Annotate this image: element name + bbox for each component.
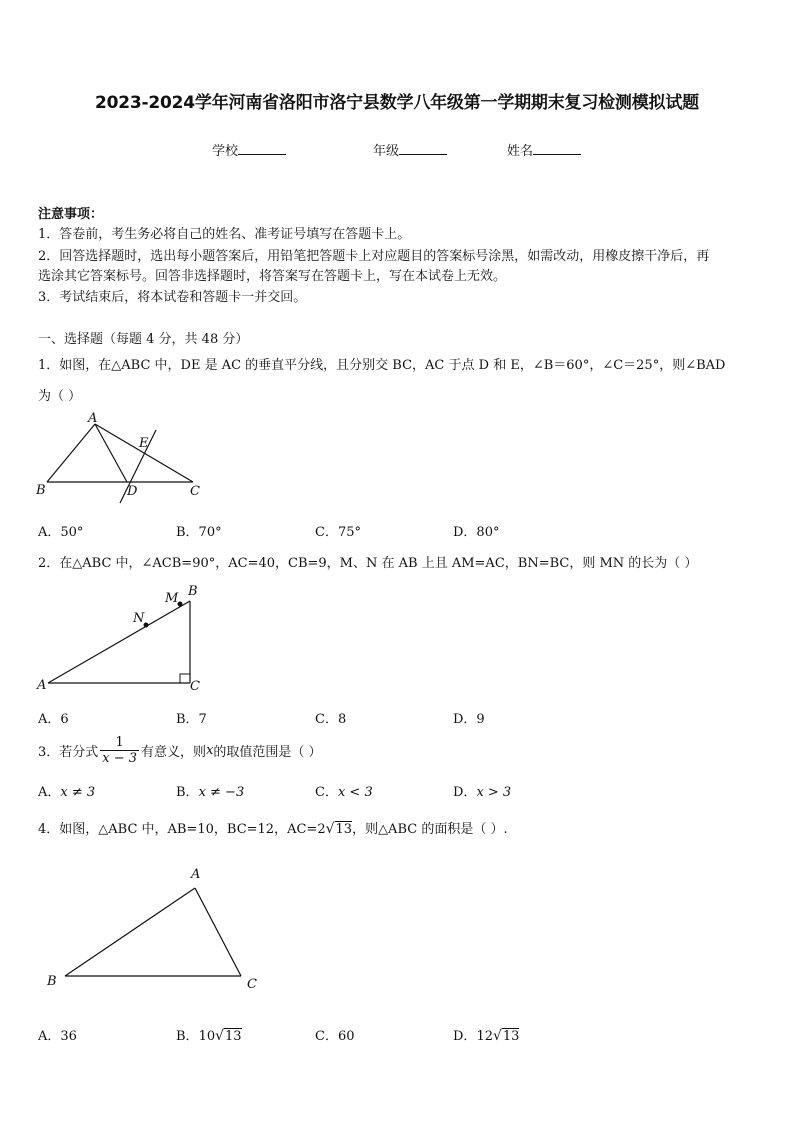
q4-label-a: A	[191, 867, 201, 882]
q3-option-c-label: C．	[315, 785, 338, 800]
q4-option-d-label: D．	[453, 1029, 477, 1044]
q3-suffix: 的取值范围是（ ）	[213, 745, 322, 760]
school-label: 学校	[212, 144, 239, 159]
q3-mid: 有意义，则	[141, 745, 207, 760]
q4-figure	[40, 862, 270, 992]
q2-label-n: N	[133, 611, 145, 626]
q3-option-b-label: B．	[176, 785, 199, 800]
q3-option-c[interactable]	[315, 781, 373, 800]
q1-stem-line-1: 1．如图，在△ABC 中，DE 是 AC 的垂直平分线，且分别交 BC，AC 于点 D 和 E，∠B＝60°，∠C＝25°，则∠BAD	[38, 358, 726, 373]
name-blank[interactable]	[533, 142, 581, 155]
q4-radicand: 13	[335, 822, 353, 837]
q2-right-angle-mark	[180, 674, 190, 683]
q2-side-ab	[48, 601, 190, 683]
q3-fraction	[100, 735, 139, 766]
name-label: 姓名	[507, 144, 534, 159]
q4-option-b[interactable]: B．10√13	[176, 1028, 242, 1044]
q1-label-b: B	[36, 483, 46, 498]
q3-option-a[interactable]	[38, 781, 95, 800]
q3-option-a-expr: x ≠ 3	[60, 785, 96, 800]
school-field[interactable]	[212, 140, 286, 159]
grade-field[interactable]	[373, 140, 447, 159]
q4-option-b-radicand: 13	[225, 1029, 242, 1044]
name-field[interactable]	[507, 140, 581, 159]
q1-stem-line-2: 为（ ）	[38, 389, 82, 404]
q4-option-c-value: 60	[337, 1029, 355, 1044]
note-2-line-1: 2．回答选择题时，选出每小题答案后，用铅笔把答题卡上对应题目的答案标号涂黑，如需改动，用橡皮擦干净后，再	[38, 249, 710, 264]
q2-label-a: A	[37, 678, 47, 693]
q4-option-b-coef: 10	[198, 1029, 216, 1044]
q4-side-ac	[195, 888, 241, 976]
q3-option-d-label: D．	[453, 785, 477, 800]
q4-label-c: C	[247, 977, 257, 992]
q3-option-d[interactable]	[453, 781, 511, 800]
section-heading: 一、选择题（每题 4 分，共 48 分）	[38, 332, 249, 347]
q1-side-ab	[47, 424, 95, 482]
q1-label-c: C	[190, 484, 200, 499]
q1-label-d: D	[127, 484, 138, 499]
q3-option-b-expr: x ≠ −3	[198, 785, 245, 800]
q2-option-d[interactable]: D．9	[453, 712, 485, 727]
q1-segment-ad	[95, 424, 127, 482]
school-blank[interactable]	[238, 142, 286, 155]
q3-option-a-label: A．	[38, 785, 61, 800]
q4-option-d-coef: 12	[476, 1029, 493, 1044]
q3-option-c-expr: x < 3	[337, 785, 373, 800]
q4-suffix: ，则△ABC 的面积是（ ）.	[352, 822, 508, 837]
q2-option-b[interactable]: B．7	[176, 712, 207, 727]
q3-option-d-expr: x > 3	[476, 785, 512, 800]
q1-figure	[30, 408, 220, 508]
q3-prefix: 3．若分式	[38, 745, 99, 760]
q3-option-b[interactable]	[176, 781, 244, 800]
q4-option-d-radicand: 13	[502, 1029, 520, 1044]
q2-option-a[interactable]: A．6	[38, 712, 69, 727]
q3-numerator: 1	[115, 735, 124, 750]
q1-option-a[interactable]: A．50°	[38, 525, 84, 540]
q1-label-e: E	[139, 436, 149, 451]
page-title: 2023-2024学年河南省洛阳市洛宁县数学八年级第一学期期末复习检测模拟试题	[95, 93, 699, 113]
q2-option-c[interactable]: C．8	[315, 712, 347, 727]
q2-figure	[30, 580, 220, 695]
q1-option-d[interactable]: D．80°	[453, 525, 500, 540]
q1-option-c[interactable]: C．75°	[315, 525, 361, 540]
q2-label-c: C	[190, 679, 200, 694]
q4-coef: 2	[317, 822, 326, 837]
q4-option-c-label: C．	[315, 1029, 338, 1044]
note-2-line-2: 选涂其它答案标号。回答非选择题时，将答案写在答题卡上，写在本试卷上无效。	[38, 269, 507, 284]
q4-label-b: B	[47, 974, 57, 989]
notes-heading: 注意事项：	[38, 207, 104, 222]
q1-option-b[interactable]: B．70°	[176, 525, 222, 540]
q4-option-a-label: A．	[38, 1029, 61, 1044]
q2-stem: 2．在△ABC 中，∠ACB=90°，AC=40，CB=9，M、N 在 AB 上且 AM=AC，BN=BC，则 MN 的长为（ ）	[38, 556, 698, 571]
note-1: 1．答卷前，考生务必将自己的姓名、准考证号填写在答题卡上。	[38, 227, 411, 242]
grade-label: 年级	[373, 144, 400, 159]
q4-stem: 4．如图，△ABC 中，AB=10，BC=12，AC=2√13，则△ABC 的面积是（ ）.	[38, 821, 508, 837]
q2-label-m: M	[165, 591, 179, 606]
q1-label-a: A	[88, 411, 98, 426]
q4-option-a-value: 36	[60, 1029, 77, 1044]
q4-option-d[interactable]: D．12√13	[453, 1028, 520, 1044]
q4-option-a[interactable]	[38, 1025, 77, 1044]
q4-side-ab	[65, 888, 195, 976]
q3-variable: x	[206, 743, 214, 758]
q4-option-b-label: B．	[176, 1029, 199, 1044]
q4-prefix: 4．如图，△ABC 中，AB=10，BC=12，AC=	[38, 822, 318, 837]
q3-stem	[38, 735, 322, 766]
q1-perpendicular-bisector	[120, 430, 156, 503]
q4-option-c[interactable]	[315, 1025, 355, 1044]
grade-blank[interactable]	[399, 142, 447, 155]
q3-denominator: x − 3	[102, 751, 138, 766]
note-3: 3．考试结束后，将本试卷和答题卡一并交回。	[38, 290, 307, 305]
q2-label-b: B	[188, 584, 198, 599]
